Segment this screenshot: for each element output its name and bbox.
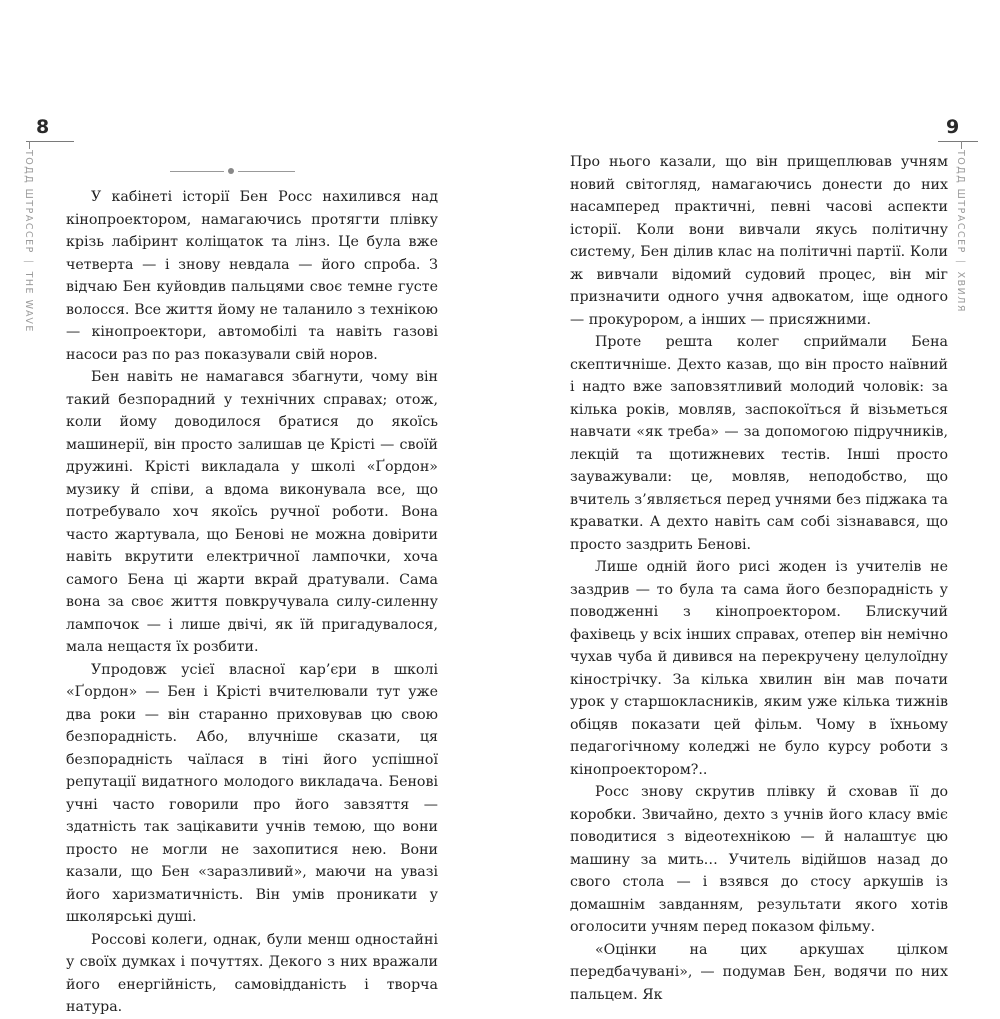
running-head-left — [23, 150, 34, 333]
paragraph: У кабінеті історії Бен Росс нахилився над кінопроектором, намагаючись протягти плівку крізь лабіринт коліщаток та лінз. Це була вже четверта — і знову невдала — його спроба. З відчаю Бен куйовдив пальцями своє темне густе волосся. Все життя йому не таланило з технікою — кінопроектори, автомобілі та навіть газові насоси раз по раз показували свій норов. — [66, 189, 438, 363]
header-tick-left — [29, 141, 30, 149]
header-rule-right — [938, 141, 978, 142]
text-column-left — [66, 186, 438, 1019]
paragraph: Бен навіть не намагався збагнути, чому він такий безпорадний у технічних справах; отож, коли йому доводилося братися до якоїсь машинерії, він просто залишав це Крісті — своїй дружині. Крісті викладала у школі «Ґордон» музику й співи, а вдома виконувала все, що потребувало хоч якоїсь ручної роботи. Вона часто жартувала, що Бенові не можна довірити навіть вкрутити електричної лампочки, хоча самого Бена ці жарти вкрай дратували. Сама вона за своє життя повкручувала силу-силенну лампочок — і лише двічі, як їй пригадувалося, мала нещастя їх розбити. — [66, 369, 438, 655]
running-head-separator: | — [23, 260, 34, 266]
chapter-ornament — [170, 168, 295, 174]
running-head-separator: | — [955, 260, 966, 266]
running-head-author: ТОДД ШТРАССЕР — [955, 150, 966, 254]
paragraph: Упродовж усієї власної кар’єри в школі «Ґордон» — Бен і Крісті вчителювали тут уже два роки — він старанно приховував цю свою безпорадність. Або, влучніше сказати, ця безпорадність чаїлася в тіні його успішної репутації видатного молодого викладача. Бенові учні часто говорили про його завзяття — здатність так зацікавити учнів темою, що вони просто не могли не захопитися нею. Вони казали, що Бен «заразливий», маючи на увазі його харизматичність. Він умів проникати у школярські душі. — [66, 661, 438, 925]
paragraph: Россові колеги, однак, були менш одностайні у своїх думках і почуттях. Декого з них вражали його енергійність, самовідданість і творча натура. — [66, 931, 438, 1015]
paragraph: Проте решта колег сприймали Бена скептичніше. Дехто казав, що він просто наївний і надто вже заповзятливий молодий чоловік: за кілька років, мовляв, заспокоїться й візьметься навчати «як треба» — за допомогою підручників, лекцій та щотижневих тестів. Інші просто зауважували: це, мовляв, неподобство, що вчитель з’являється перед учнями без піджака та краватки. А дехто навіть сам собі зізнавався, що просто заздрить Бенові. — [570, 334, 948, 553]
running-head-title: ХВИЛЯ — [955, 271, 966, 313]
page-number-left: 8 — [36, 116, 50, 138]
paragraph: Про нього казали, що він прищеплював учням новий світогляд, намагаючись донести до них насамперед практичні, певні часові аспекти історії. Коли вони вивчали якусь політичну систему, Бен ділив клас на політичні партії. Коли ж вивчали відомий судовий процес, він міг призначити одного учня адвокатом, іще одного — прокурором, а інших — присяжними. — [570, 154, 948, 328]
running-head-author: ТОДД ШТРАССЕР — [23, 150, 34, 254]
ornament-line-left — [170, 171, 224, 172]
ornament-dot — [228, 168, 234, 174]
running-head-right — [955, 150, 966, 313]
paragraph: Лише одній його рисі жоден із учителів не заздрив — то була та сама його безпорадність у поводженні з кінопроектором. Блискучий фахівець у всіх інших справах, отепер він немічно чухав чуба й дивився на перекручену целулоїдну кінострічку. За кілька хвилин він мав почати урок у старшокласників, яким уже кілька тижнів обіцяв показати цей фільм. Чому в їхньому педагогічному коледжі не було курсу роботи з кінопроектором?.. — [570, 559, 948, 778]
ornament-line-right — [238, 171, 295, 172]
header-tick-right — [961, 141, 962, 149]
running-head-title: THE WAVE — [23, 271, 34, 333]
paragraph: «Оцінки на цих аркушах цілком передбачувані», — подумав Бен, водячи по них пальцем. Як — [570, 941, 948, 1003]
page-number-right: 9 — [946, 116, 960, 138]
header-rule-left — [26, 141, 74, 142]
paragraph: Росс знову скрутив плівку й сховав її до коробки. Звичайно, дехто з учнів його класу вміє поводитися з відеотехнікою — й налаштує цю машину за мить… Учитель відійшов назад до свого стола — і взявся до стосу аркушів із домашнім завданням, результати якого хотів оголосити учням перед показом фільму. — [570, 784, 948, 935]
text-column-right — [570, 151, 948, 1006]
